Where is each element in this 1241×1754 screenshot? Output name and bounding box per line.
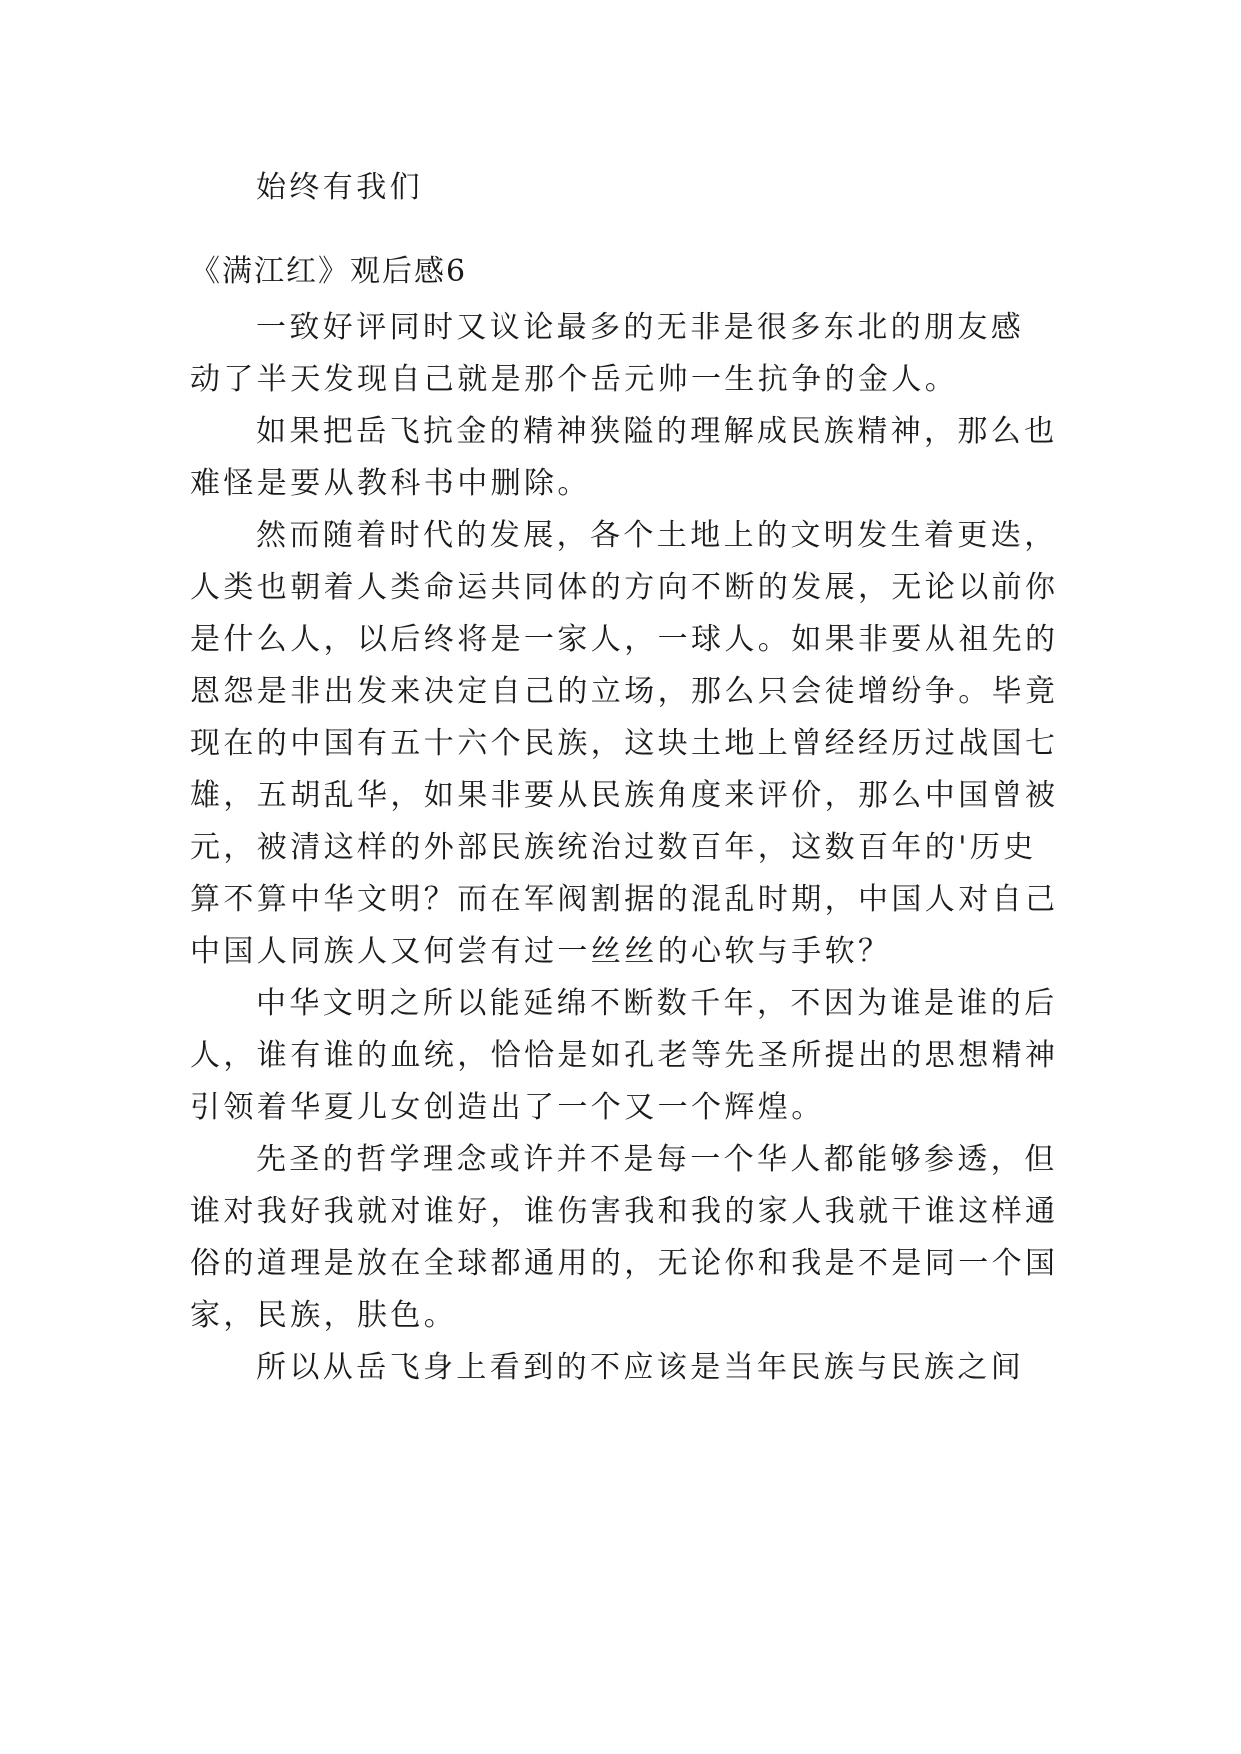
paragraph-line: 元，被清这样的外部民族统治过数百年，这数百年的'历史 bbox=[190, 830, 1037, 865]
paragraph-line: 中华文明之所以能延绵不断数千年，不因为谁是谁的后 bbox=[256, 986, 1058, 1021]
paragraph-line: 俗的道理是放在全球都通用的，无论你和我是不是同一个国 bbox=[190, 1246, 1059, 1281]
paragraph-line: 是什么人，以后终将是一家人，一球人。如果非要从祖先的 bbox=[190, 622, 1059, 657]
section-title: 《满江红》观后感6 bbox=[190, 254, 468, 289]
paragraph-line: 谁对我好我就对谁好，谁伤害我和我的家人我就干谁这样通 bbox=[190, 1194, 1059, 1229]
paragraph-line: 家，民族，肤色。 bbox=[190, 1298, 458, 1333]
paragraph-line: 所以从岳飞身上看到的不应该是当年民族与民族之间 bbox=[256, 1350, 1025, 1385]
paragraph-line: 恩怨是非出发来决定自己的立场，那么只会徒增纷争。毕竟 bbox=[190, 674, 1059, 709]
paragraph-line: 先圣的哲学理念或许并不是每一个华人都能够参透，但 bbox=[256, 1142, 1058, 1177]
paragraph-line: 如果把岳飞抗金的精神狭隘的理解成民族精神，那么也 bbox=[256, 414, 1058, 449]
paragraph-line: 人，谁有谁的血统，恰恰是如孔老等先圣所提出的思想精神 bbox=[190, 1038, 1059, 1073]
paragraph-line: 引领着华夏儿女创造出了一个又一个辉煌。 bbox=[190, 1090, 825, 1125]
paragraph-line: 算不算中华文明？而在军阀割据的混乱时期，中国人对自己 bbox=[190, 882, 1059, 917]
paragraph-line: 现在的中国有五十六个民族，这块土地上曾经经历过战国七 bbox=[190, 726, 1059, 761]
paragraph-line: 一致好评同时又议论最多的无非是很多东北的朋友感 bbox=[256, 310, 1025, 345]
paragraph-line: 难怪是要从教科书中删除。 bbox=[190, 466, 591, 501]
paragraph-line: 动了半天发现自己就是那个岳元帅一生抗争的金人。 bbox=[190, 362, 959, 397]
paragraph-line: 然而随着时代的发展，各个土地上的文明发生着更迭， bbox=[256, 518, 1058, 553]
paragraph-line: 雄，五胡乱华，如果非要从民族角度来评价，那么中国曾被 bbox=[190, 778, 1059, 813]
intro-line: 始终有我们 bbox=[256, 170, 423, 205]
paragraph-line: 中国人同族人又何尝有过一丝丝的心软与手软？ bbox=[190, 934, 892, 969]
paragraph-line: 人类也朝着人类命运共同体的方向不断的发展，无论以前你 bbox=[190, 570, 1059, 605]
